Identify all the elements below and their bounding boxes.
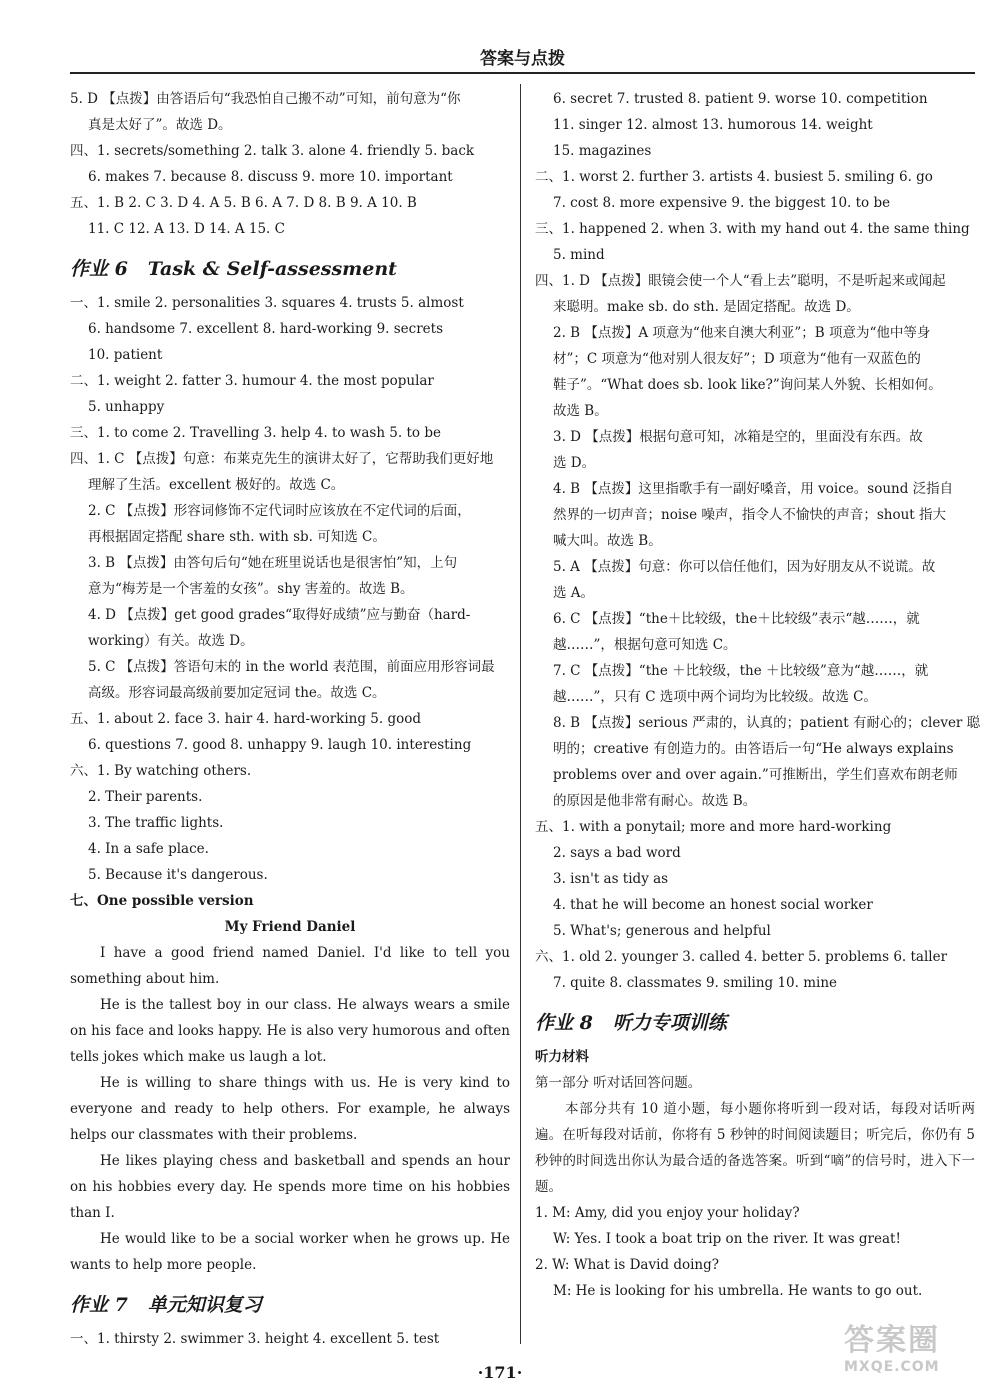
page-header: 答案与点拨 — [480, 49, 565, 69]
text-line: 五、1. with a ponytail; more and more hard-working — [535, 819, 892, 835]
section-number: 作业 8 — [535, 1012, 593, 1034]
text-line: 6. secret 7. trusted 8. patient 9. worse 10. competition — [553, 91, 928, 107]
left-column — [70, 86, 510, 1352]
text-line: 7. C 【点拨】“the ＋比较级，the ＋比较级”意为“越……，就 — [553, 663, 929, 679]
text-line: 6. makes 7. because 8. discuss 9. more 10. important — [88, 169, 453, 185]
text-line: 5. mind — [553, 247, 605, 263]
text-line: 四、1. D 【点拨】眼镜会使一个人“看上去”聪明，不是听起来或闻起 — [535, 273, 946, 289]
text-line: 3. D 【点拨】根据句意可知，冰箱是空的，里面没有东西。故 — [553, 429, 923, 445]
text-line: 二、1. weight 2. fatter 3. humour 4. the most popular — [70, 373, 434, 389]
listening-label: 听力材料 — [535, 1049, 589, 1065]
text-line: 5. A 【点拨】句意：你可以信任他们，因为好朋友从不说谎。故 — [553, 559, 936, 575]
text-line: 三、1. happened 2. when 3. with my hand out 4. the same thing — [535, 221, 970, 237]
right-column — [535, 86, 981, 1304]
text-line: problems over and over again.”可推断出，学生们喜欢布朗老师 — [553, 767, 958, 783]
section-title-8 — [535, 1008, 975, 1038]
text-line: 6. handsome 7. excellent 8. hard-working 9. secrets — [88, 321, 444, 337]
section-heading: 听力专项训练 — [612, 1012, 727, 1034]
text-line: 来聪明。make sb. do sth. 是固定搭配。故选 D。 — [553, 299, 860, 315]
instructions-text: 本部分共有 10 道小题，每小题你将听到一段对话，每段对话听两遍。在听每段对话前，你将有 5 秒钟的时间阅读题目；听完后，你仍有 5 秒钟的时间选出你认为最合适的备选答案。听到“嘀”的信号时，进入下一题。 — [535, 1101, 975, 1195]
text-line: 明的；creative 有创造力的。由答语后一句“He always explains — [553, 741, 954, 757]
text-line: 四、1. secrets/something 2. talk 3. alone 4. friendly 5. back — [70, 143, 475, 159]
essay-paragraph: He is willing to share things with us. He is very kind to everyone and ready to help others. For example, he always helps our classmates with their problems. — [70, 1075, 510, 1143]
section-number: 作业 6 — [70, 258, 128, 280]
text-line: 一、1. smile 2. personalities 3. squares 4. trusts 5. almost — [70, 295, 464, 311]
text-line: 7. quite 8. classmates 9. smiling 10. mine — [553, 975, 838, 991]
instructions-block — [535, 1096, 975, 1200]
text-line: 意为“梅芳是一个害羞的女孩”。shy 害羞的。故选 B。 — [88, 581, 414, 597]
text-line: 3. The traffic lights. — [88, 815, 224, 831]
text-line: 真是太好了”。故选 D。 — [88, 117, 232, 133]
text-line: 4. D 【点拨】get good grades“取得好成绩”应与勤奋（hard- — [88, 607, 471, 623]
essay-paragraph: He likes playing chess and basketball and spends an hour on his hobbies every day. He spends more time on his hobbies than I. — [70, 1153, 510, 1221]
text-line: 喊大叫。故选 B。 — [553, 533, 662, 549]
watermark-url: MXQE.COM — [844, 1359, 940, 1375]
essay-body — [70, 940, 510, 1278]
text-line: 选 D。 — [553, 455, 596, 471]
text-line: 故选 B。 — [553, 403, 608, 419]
essay-paragraph: He would like to be a social worker when he grows up. He wants to help more people. — [70, 1231, 510, 1273]
text-line: 五、1. about 2. face 3. hair 4. hard-working 5. good — [70, 711, 421, 727]
text-line: 2. says a bad word — [553, 845, 681, 861]
essay-title: My Friend Daniel — [224, 919, 356, 935]
text-line: 再根据固定搭配 share sth. with sb. 可知选 C。 — [88, 529, 386, 545]
section-heading: 单元知识复习 — [147, 1294, 262, 1316]
column-divider — [520, 84, 521, 1344]
text-line: 11. C 12. A 13. D 14. A 15. C — [88, 221, 285, 237]
dialogue-line: 2. W: What is David doing? — [535, 1257, 719, 1273]
text-line: 2. C 【点拨】形容词修饰不定代词时应该放在不定代词的后面， — [88, 503, 471, 519]
text-line: 6. C 【点拨】“the＋比较级，the＋比较级”表示“越……，就 — [553, 611, 920, 627]
text-line: 七、One possible version — [70, 893, 254, 909]
section-number: 作业 7 — [70, 1294, 128, 1316]
essay-paragraph: He is the tallest boy in our class. He always wears a smile on his face and looks happy. He is also very humorous and often tells jokes which make us laugh a lot. — [70, 997, 510, 1065]
text-line: 2. B 【点拨】A 项意为“他来自澳大利亚”；B 项意为“他中等身 — [553, 325, 931, 341]
text-line: working）有关。故选 D。 — [88, 633, 254, 649]
text-line: 理解了生活。excellent 极好的。故选 C。 — [88, 477, 345, 493]
text-line: 一、1. thirsty 2. swimmer 3. height 4. excellent 5. test — [70, 1331, 440, 1347]
text-line: 选 A。 — [553, 585, 595, 601]
essay-paragraph: I have a good friend named Daniel. I'd like to tell you something about him. — [70, 945, 510, 987]
text-line: 5. C 【点拨】答语句末的 in the world 表范围，前面应用形容词最 — [88, 659, 495, 675]
watermark-logo — [844, 1315, 974, 1383]
text-line: 四、1. C 【点拨】句意：布莱克先生的演讲太好了，它帮助我们更好地 — [70, 451, 494, 467]
text-line: 6. questions 7. good 8. unhappy 9. laugh 10. interesting — [88, 737, 472, 753]
text-line: 3. isn't as tidy as — [553, 871, 669, 887]
dialogue-line: W: Yes. I took a boat trip on the river. It was great! — [553, 1231, 901, 1247]
text-line: 六、1. By watching others. — [70, 763, 252, 779]
text-line: 10. patient — [88, 347, 163, 363]
section-heading: Task & Self-assessment — [147, 258, 397, 280]
watermark-text: 答案圈 — [844, 1323, 940, 1358]
text-line: 六、1. old 2. younger 3. called 4. better 5. problems 6. taller — [535, 949, 948, 965]
text-line: 材”；C 项意为“他对别人很友好”；D 项意为“他有一双蓝色的 — [553, 351, 921, 367]
part-heading: 第一部分 听对话回答问题。 — [535, 1075, 702, 1091]
dialogue-line: M: He is looking for his umbrella. He wants to go out. — [553, 1283, 923, 1299]
text-line: 然界的一切声音；noise 噪声，指令人不愉快的声音；shout 指大 — [553, 507, 947, 523]
section-title-7 — [70, 1290, 510, 1320]
text-line: 8. B 【点拨】serious 严肃的，认真的；patient 有耐心的；clever 聪 — [553, 715, 981, 731]
text-line: 越……”，根据句意可知选 C。 — [553, 637, 737, 653]
text-line: 4. In a safe place. — [88, 841, 209, 857]
text-line: 五、1. B 2. C 3. D 4. A 5. B 6. A 7. D 8. B 9. A 10. B — [70, 195, 417, 211]
page-number: ·171· — [477, 1363, 523, 1382]
text-line: 5. What's; generous and helpful — [553, 923, 771, 939]
text-line: 3. B 【点拨】由答句后句“她在班里说话也是很害怕”知，上句 — [88, 555, 458, 571]
text-line: 4. that he will become an honest social worker — [553, 897, 873, 913]
text-line: 5. unhappy — [88, 399, 165, 415]
text-line: 高级。形容词最高级前要加定冠词 the。故选 C。 — [88, 685, 386, 701]
text-line: 15. magazines — [553, 143, 652, 159]
dialogue-line: 1. M: Amy, did you enjoy your holiday? — [535, 1205, 800, 1221]
text-line: 2. Their parents. — [88, 789, 203, 805]
text-line: 7. cost 8. more expensive 9. the biggest 10. to be — [553, 195, 891, 211]
text-line: 越……”，只有 C 选项中两个词均为比较级。故选 C。 — [553, 689, 877, 705]
text-line: 11. singer 12. almost 13. humorous 14. weight — [553, 117, 873, 133]
text-line: 鞋子”。“What does sb. look like?”询问某人外貌、长相如何。 — [553, 377, 942, 393]
header-rule — [70, 72, 975, 74]
text-line: 5. D 【点拨】由答语后句“我恐怕自己搬不动”可知，前句意为“你 — [70, 91, 461, 107]
section-title-6 — [70, 254, 510, 284]
text-line: 4. B 【点拨】这里指歌手有一副好嗓音，用 voice。sound 泛指自 — [553, 481, 954, 497]
text-line: 三、1. to come 2. Travelling 3. help 4. to wash 5. to be — [70, 425, 441, 441]
text-line: 二、1. worst 2. further 3. artists 4. busiest 5. smiling 6. go — [535, 169, 933, 185]
text-line: 的原因是他非常有耐心。故选 B。 — [553, 793, 757, 809]
text-line: 5. Because it's dangerous. — [88, 867, 268, 883]
